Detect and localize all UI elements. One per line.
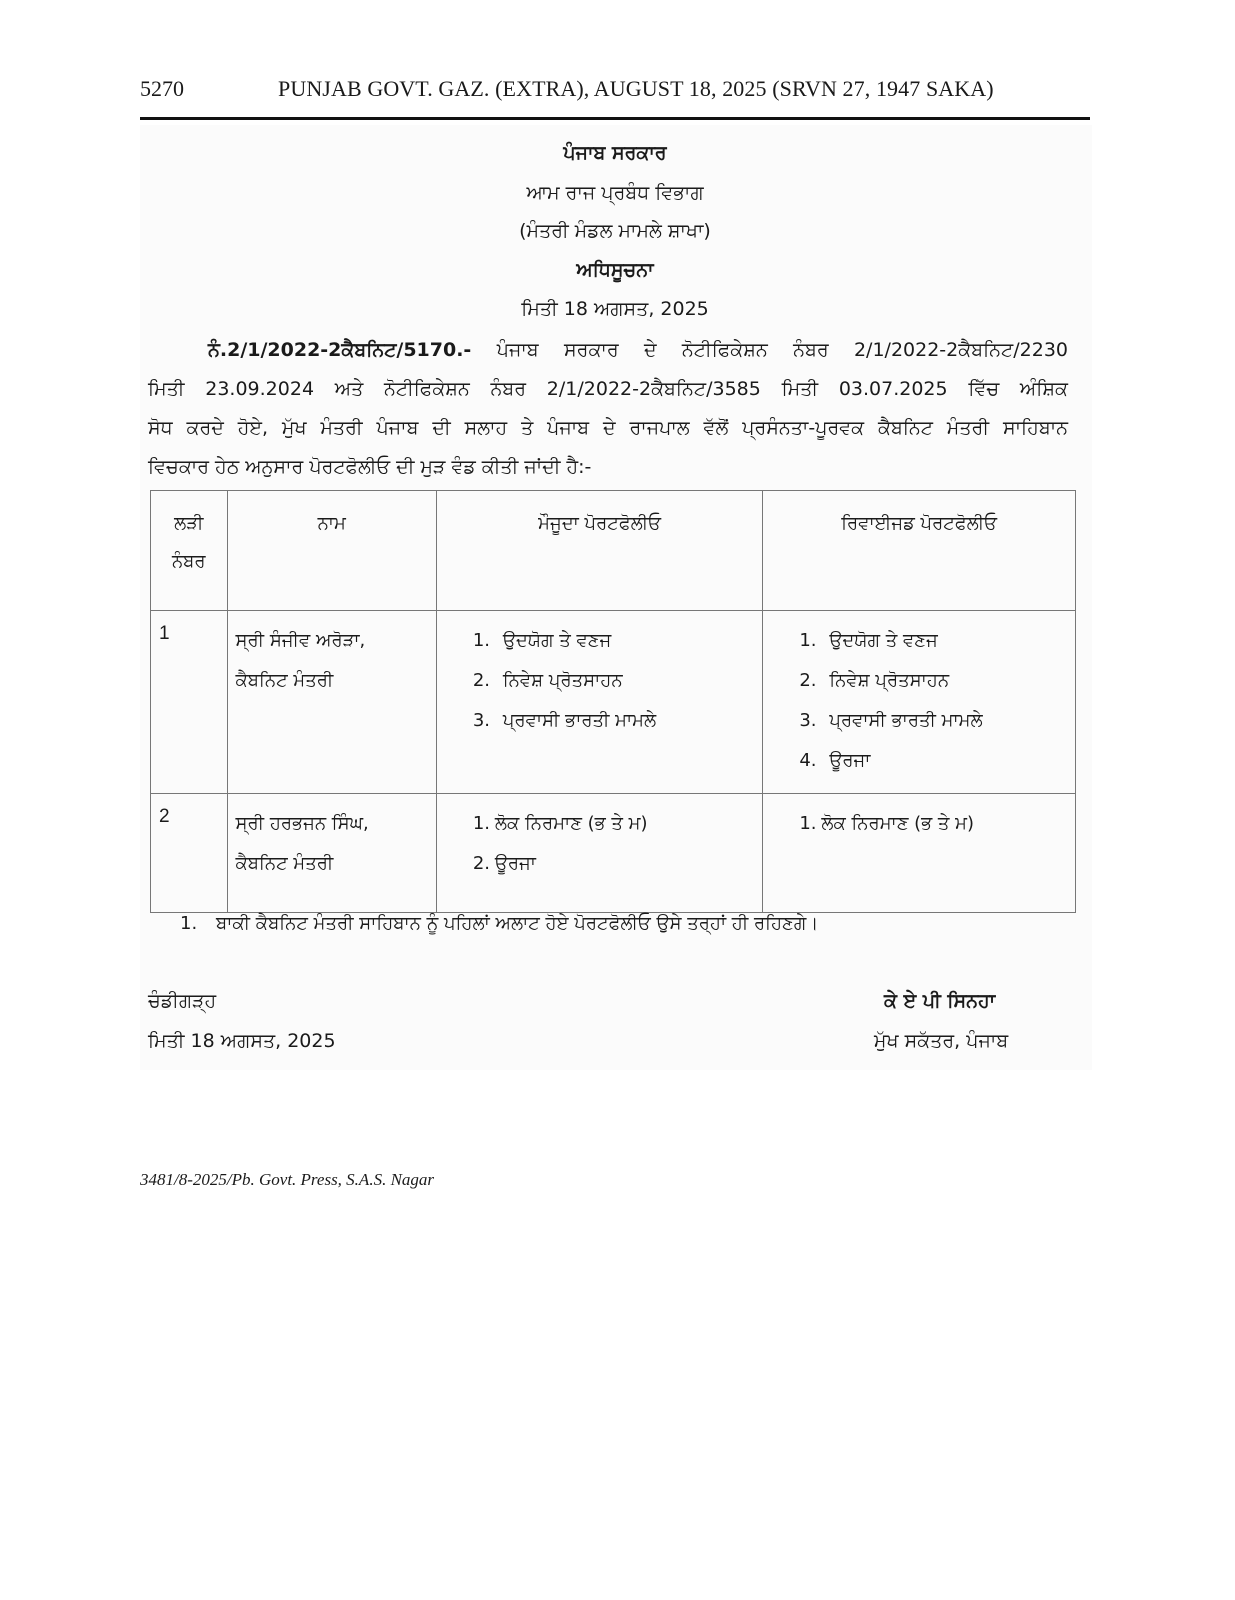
table-row bbox=[151, 794, 1076, 913]
footnote-number: 1. bbox=[180, 913, 198, 934]
header-current-portfolio: ਮੌਜੂਦਾ ਪੋਰਟਫੋਲੀਓ bbox=[436, 491, 762, 611]
page-number: 5270 bbox=[140, 76, 184, 101]
table-row bbox=[151, 611, 1076, 794]
list-item bbox=[473, 661, 762, 701]
minister-title: ਕੈਬਨਿਟ ਮੰਤਰੀ bbox=[235, 853, 334, 874]
header-serial-number bbox=[151, 491, 228, 611]
item-number: 1. bbox=[799, 630, 817, 651]
list-item bbox=[473, 701, 762, 741]
revised-portfolio-cell bbox=[763, 794, 1076, 913]
notification-body bbox=[148, 331, 1068, 487]
government-heading: ਪੰਜਾਬ ਸਰਕਾਰ bbox=[563, 142, 667, 164]
item-text: ਊਰਜਾ bbox=[494, 853, 536, 874]
minister-title: ਕੈਬਨਿਟ ਮੰਤਰੀ bbox=[235, 670, 334, 691]
item-number: 2. bbox=[472, 853, 491, 874]
notification-heading: ਅਧਿਸੂਚਨਾ bbox=[576, 259, 654, 281]
header-revised-portfolio: ਰਿਵਾਈਜਡ ਪੋਰਟਫੋਲੀਓ bbox=[763, 491, 1076, 611]
footnote bbox=[180, 913, 818, 934]
table-header-row bbox=[151, 491, 1076, 611]
list-item bbox=[799, 621, 1075, 661]
signing-place: ਚੰਡੀਗੜ੍ਹ bbox=[148, 990, 217, 1012]
footnote-text: ਬਾਕੀ ਕੈਬਨਿਟ ਮੰਤਰੀ ਸਾਹਿਬਾਨ ਨੂੰ ਪਹਿਲਾਂ ਅਲਾਟ ਹੋਏ ਪੋਰਟਫੋਲੀਓ ਉਸੇ ਤਰ੍ਹਾਂ ਹੀ ਰਹਿਣਗੇ। bbox=[216, 913, 819, 934]
header-serial-line2: ਨੰਬਰ bbox=[171, 551, 206, 572]
revised-portfolio-cell bbox=[763, 611, 1076, 794]
item-number: 3. bbox=[472, 710, 491, 731]
item-number: 2. bbox=[799, 670, 817, 691]
list-item bbox=[473, 804, 762, 844]
item-text: ਊਰਜਾ bbox=[829, 750, 871, 771]
notification-date: ਮਿਤੀ 18 ਅਗਸਤ, 2025 bbox=[521, 298, 709, 320]
body-line-4: ਵਿਚਕਾਰ ਹੇਠ ਅਨੁਸਾਰ ਪੋਰਟਫੋਲੀਓ ਦੀ ਮੁੜ ਵੰਡ ਕੀਤੀ ਜਾਂਦੀ ਹੈ:- bbox=[148, 456, 592, 478]
item-text: ਨਿਵੇਸ਼ ਪ੍ਰੋਤਸਾਹਨ bbox=[502, 670, 623, 691]
signatory-designation: ਮੁੱਖ ਸਕੱਤਰ, ਪੰਜਾਬ bbox=[874, 1030, 1009, 1052]
item-text: ਲੋਕ ਨਿਰਮਾਣ (ਭ ਤੇ ਮ) bbox=[821, 813, 975, 834]
item-number: 3. bbox=[799, 710, 817, 731]
minister-name: ਸ੍ਰੀ ਹਰਭਜਨ ਸਿੰਘ, bbox=[235, 813, 369, 834]
item-text: ਲੋਕ ਨਿਰਮਾਣ (ਭ ਤੇ ਮ) bbox=[494, 813, 648, 834]
gazette-header bbox=[140, 76, 1090, 108]
header-rule bbox=[140, 117, 1090, 120]
serial-cell: 2 bbox=[151, 794, 228, 913]
name-cell bbox=[227, 611, 436, 794]
portfolio-table bbox=[150, 490, 1076, 913]
department-heading: ਆਮ ਰਾਜ ਪ੍ਰਬੰਧ ਵਿਭਾਗ bbox=[526, 182, 704, 204]
press-imprint: 3481/8-2025/Pb. Govt. Press, S.A.S. Nagar bbox=[140, 1170, 435, 1189]
item-number: 1. bbox=[472, 630, 491, 651]
serial-cell: 1 bbox=[151, 611, 228, 794]
list-item bbox=[799, 661, 1075, 701]
item-text: ਨਿਵੇਸ਼ ਪ੍ਰੋਤਸਾਹਨ bbox=[829, 670, 950, 691]
minister-name: ਸ੍ਰੀ ਸੰਜੀਵ ਅਰੋੜਾ, bbox=[235, 630, 366, 651]
item-number: 4. bbox=[799, 750, 817, 771]
branch-heading: (ਮੰਤਰੀ ਮੰਡਲ ਮਾਮਲੇ ਸ਼ਾਖਾ) bbox=[519, 220, 711, 242]
item-number: 1. bbox=[799, 813, 817, 834]
body-line-2: ਮਿਤੀ 23.09.2024 ਅਤੇ ਨੋਟੀਫਿਕੇਸ਼ਨ ਨੰਬਰ 2/1/2022-2ਕੈਬਨਿਟ/3585 ਮਿਤੀ 03.07.2025 ਵਿੱਚ ਅੰਸ਼ਿਕ bbox=[148, 378, 1068, 400]
header-name: ਨਾਮ bbox=[227, 491, 436, 611]
body-line-1-text: ਪੰਜਾਬ ਸਰਕਾਰ ਦੇ ਨੋਟੀਫਿਕੇਸ਼ਨ ਨੰਬਰ 2/1/2022-2ਕੈਬਨਿਟ/2230 bbox=[496, 339, 1068, 361]
item-text: ਉਦਯੋਗ ਤੇ ਵਣਜ bbox=[829, 630, 938, 651]
body-line-3: ਸੋਧ ਕਰਦੇ ਹੋਏ, ਮੁੱਖ ਮੰਤਰੀ ਪੰਜਾਬ ਦੀ ਸਲਾਹ ਤੇ ਪੰਜਾਬ ਦੇ ਰਾਜਪਾਲ ਵੱਲੋਂ ਪ੍ਰਸੰਨਤਾ-ਪੂਰਵਕ ਕੈਬਨਿਟ ਮੰਤਰੀ ਸਾਹਿਬਾਨ bbox=[148, 417, 1068, 439]
item-text: ਪ੍ਰਵਾਸੀ ਭਾਰਤੀ ਮਾਮਲੇ bbox=[502, 710, 657, 731]
item-number: 1. bbox=[472, 813, 491, 834]
item-text: ਉਦਯੋਗ ਤੇ ਵਣਜ bbox=[502, 630, 612, 651]
current-portfolio-cell bbox=[436, 611, 762, 794]
signatory-name: ਕੇ ਏ ਪੀ ਸਿਨਹਾ bbox=[884, 990, 996, 1012]
body-line-1 bbox=[148, 331, 1068, 370]
name-cell bbox=[227, 794, 436, 913]
list-item bbox=[473, 621, 762, 661]
gazette-title: PUNJAB GOVT. GAZ. (EXTRA), AUGUST 18, 2025 (SRVN 27, 1947 SAKA) bbox=[278, 76, 994, 101]
list-item bbox=[799, 701, 1075, 741]
item-text: ਪ੍ਰਵਾਸੀ ਭਾਰਤੀ ਮਾਮਲੇ bbox=[829, 710, 983, 731]
list-item bbox=[473, 844, 762, 884]
list-item bbox=[799, 804, 1075, 844]
reference-number: ਨੰ.2/1/2022-2ਕੈਬਨਿਟ/5170.- bbox=[208, 339, 472, 361]
list-item bbox=[799, 741, 1075, 781]
item-number: 2. bbox=[472, 670, 491, 691]
header-serial-line1: ਲੜੀ bbox=[174, 513, 204, 534]
signing-date: ਮਿਤੀ 18 ਅਗਸਤ, 2025 bbox=[148, 1030, 336, 1052]
current-portfolio-cell bbox=[436, 794, 762, 913]
